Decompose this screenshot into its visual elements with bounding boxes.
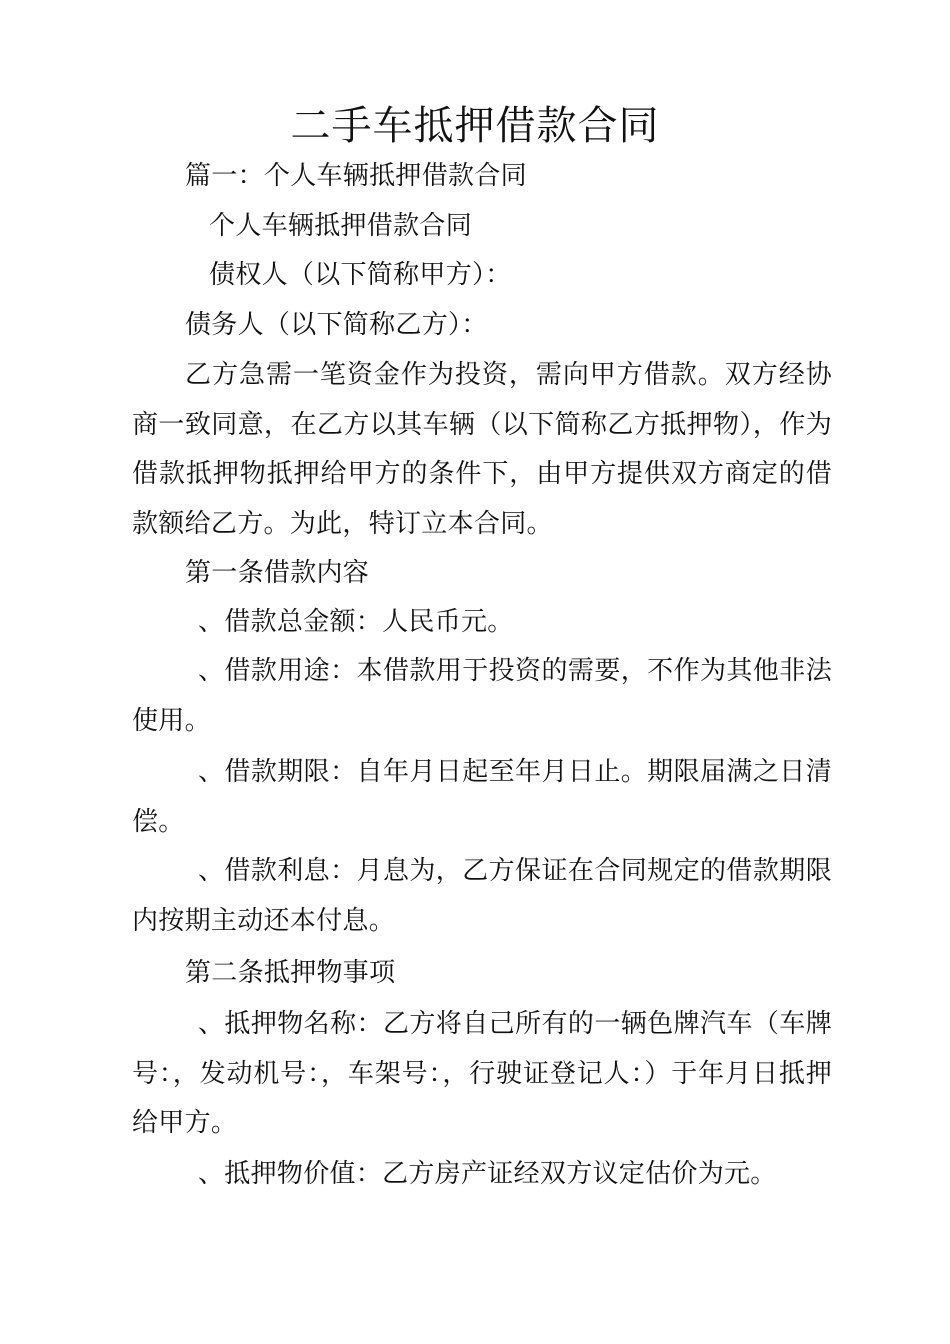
- article1-item1: 、借款总金额：人民币元。: [198, 607, 514, 637]
- article2-heading: 第二条抵押物事项: [185, 958, 396, 988]
- contract-name: 个人车辆抵押借款合同: [209, 211, 473, 241]
- creditor-line: 债权人（以下简称甲方）：: [209, 260, 512, 290]
- preamble-paragraph: 乙方急需一笔资金作为投资，需向甲方借款。双方经协商一致同意，在乙方以其车辆（以下简称乙方抵押物），作为借款抵押物抵押给甲方的条件下，由甲方提供双方商定的借款额给乙方。为此，特订立本合同。: [132, 360, 832, 539]
- document-title: 二手车抵押借款合同: [290, 103, 660, 149]
- article1-heading: 第一条借款内容: [185, 558, 370, 588]
- article1-item4: 、借款利息：月息为，乙方保证在合同规定的借款期限内按期主动还本付息。: [132, 856, 832, 936]
- section-heading: 篇一：个人车辆抵押借款合同: [185, 161, 527, 191]
- article1-item2: 、借款用途：本借款用于投资的需要，不作为其他非法使用。: [132, 656, 832, 736]
- article1-item3: 、借款期限：自年月日起至年月日止。期限届满之日清偿。: [132, 757, 832, 837]
- article2-item1: 、抵押物名称：乙方将自己所有的一辆色牌汽车（车牌号：，发动机号：，车架号：，行驶证登记人：）于年月日抵押给甲方。: [132, 1009, 832, 1138]
- article2-item2: 、抵押物价值：乙方房产证经双方议定估价为元。: [198, 1159, 777, 1189]
- debtor-line: 债务人（以下简称乙方）：: [185, 310, 488, 340]
